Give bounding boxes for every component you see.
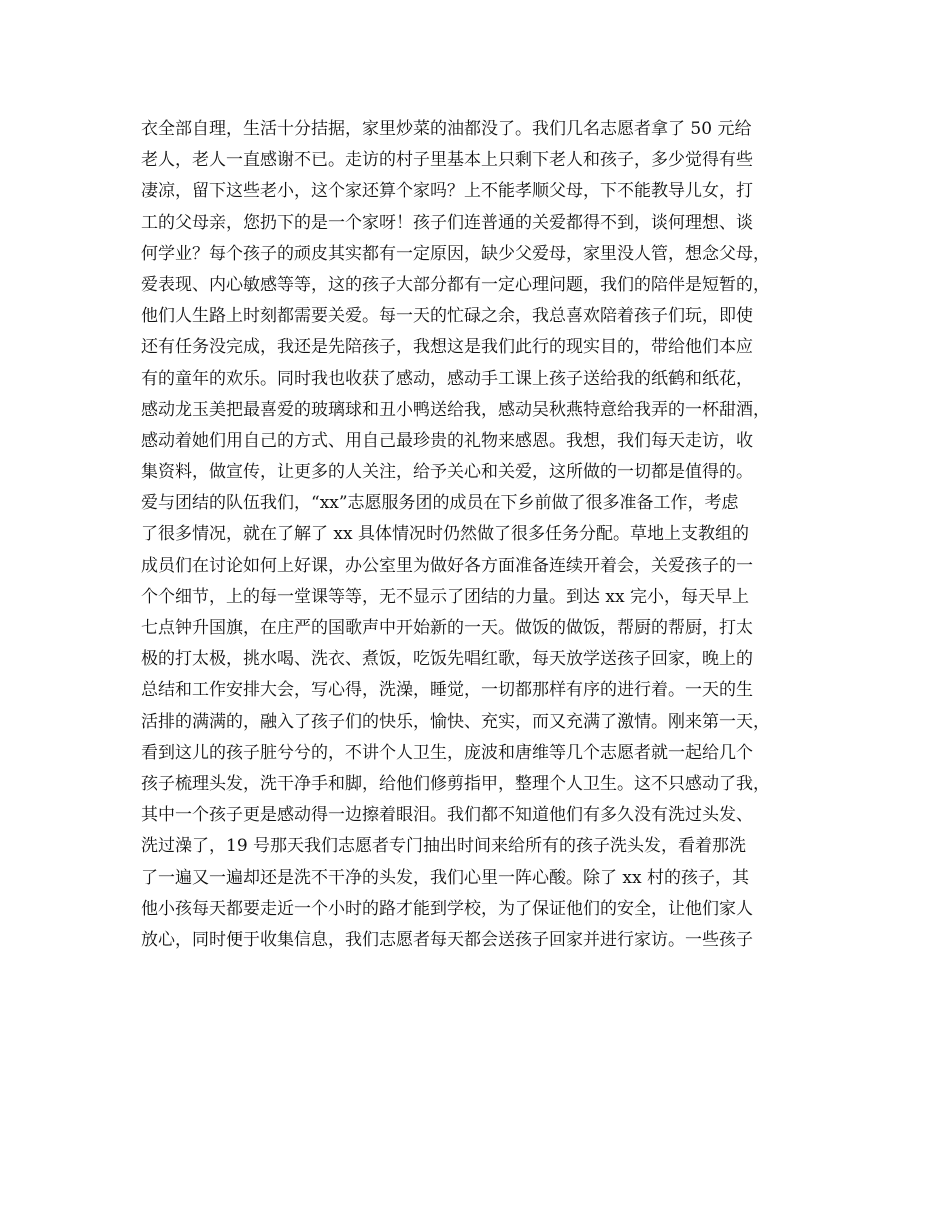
text-line: 集资料，做宣传，让更多的人关注，给予关心和关爱，这所做的一切都是值得的。 <box>141 462 753 483</box>
text-line: 有的童年的欢乐。同时我也收获了感动，感动手工课上孩子送给我的纸鹤和纸花， <box>141 368 753 389</box>
text-line: 还有任务没完成，我还是先陪孩子，我想这是我们此行的现实目的，带给他们本应 <box>141 337 753 358</box>
text-line: 孩子梳理头发，洗干净手和脚，给他们修剪指甲，整理个人卫生。这不只感动了我， <box>141 773 770 794</box>
text-line: 感动龙玉美把最喜爱的玻璃球和丑小鸭送给我，感动吴秋燕特意给我弄的一杯甜酒， <box>141 399 770 420</box>
text-line: 何学业？每个孩子的顽皮其实都有一定原因，缺少父爱母，家里没人管，想念父母， <box>141 243 770 264</box>
text-line: 看到这儿的孩子脏兮兮的，不讲个人卫生，庞波和唐维等几个志愿者就一起给几个 <box>141 742 753 763</box>
text-line: 个个细节，上的每一堂课等等，无不显示了团结的力量。到达 xx 完小，每天早上 <box>141 586 749 607</box>
text-line: 活排的满满的，融入了孩子们的快乐，愉快、充实，而又充满了激情。刚来第一天， <box>141 711 770 732</box>
text-line: 极的打太极，挑水喝、洗衣、煮饭，吃饭先唱红歌，每天放学送孩子回家，晚上的 <box>141 649 753 670</box>
body-text <box>141 114 821 956</box>
text-line: 其中一个孩子更是感动得一边擦着眼泪。我们都不知道他们有多久没有洗过头发、 <box>141 805 753 826</box>
text-line: 凄凉，留下这些老小，这个家还算个家吗？上不能孝顺父母，下不能教导儿女，打 <box>141 181 753 202</box>
text-line: 衣全部自理，生活十分拮据，家里炒菜的油都没了。我们几名志愿者拿了 50 元给 <box>141 119 752 139</box>
text-line: 成员们在讨论如何上好课，办公室里为做好各方面准备连续开着会，关爱孩子的一 <box>141 555 753 576</box>
text-line: 他们人生路上时刻都需要关爱。每一天的忙碌之余，我总喜欢陪着孩子们玩，即使 <box>141 306 753 327</box>
text-line: 了很多情况，就在了解了 xx 具体情况时仍然做了很多任务分配。草地上支教组的 <box>141 524 749 545</box>
text-line: 总结和工作安排大会，写心得，洗澡，睡觉，一切都那样有序的进行着。一天的生 <box>141 680 753 701</box>
text-line: 工的父母亲，您扔下的是一个家呀！孩子们连普通的关爱都得不到，谈何理想、谈 <box>141 212 753 233</box>
text-line: 洗过澡了，19 号那天我们志愿者专门抽出时间来给所有的孩子洗头发，看着那洗 <box>141 836 747 857</box>
text-line: 放心，同时便于收集信息，我们志愿者每天都会送孩子回家并进行家访。一些孩子 <box>141 929 753 950</box>
text-line: 老人，老人一直感谢不已。走访的村子里基本上只剩下老人和孩子，多少觉得有些 <box>141 150 753 171</box>
text-line: 爱与团结的队伍我们，“xx”志愿服务团的成员在下乡前做了很多准备工作，考虑 <box>141 493 739 514</box>
text-line: 七点钟升国旗，在庄严的国歌声中开始新的一天。做饭的做饭，帮厨的帮厨，打太 <box>141 618 753 638</box>
text-line: 他小孩每天都要走近一个小时的路才能到学校，为了保证他们的安全，让他们家人 <box>141 898 753 919</box>
text-line: 感动着她们用自己的方式、用自己最珍贵的礼物来感恩。我想，我们每天走访，收 <box>141 430 753 451</box>
text-line: 爱表现、内心敏感等等，这的孩子大部分都有一定心理问题，我们的陪伴是短暂的， <box>141 274 770 295</box>
text-line: 了一遍又一遍却还是洗不干净的头发，我们心里一阵心酸。除了 xx 村的孩子，其 <box>141 867 749 888</box>
